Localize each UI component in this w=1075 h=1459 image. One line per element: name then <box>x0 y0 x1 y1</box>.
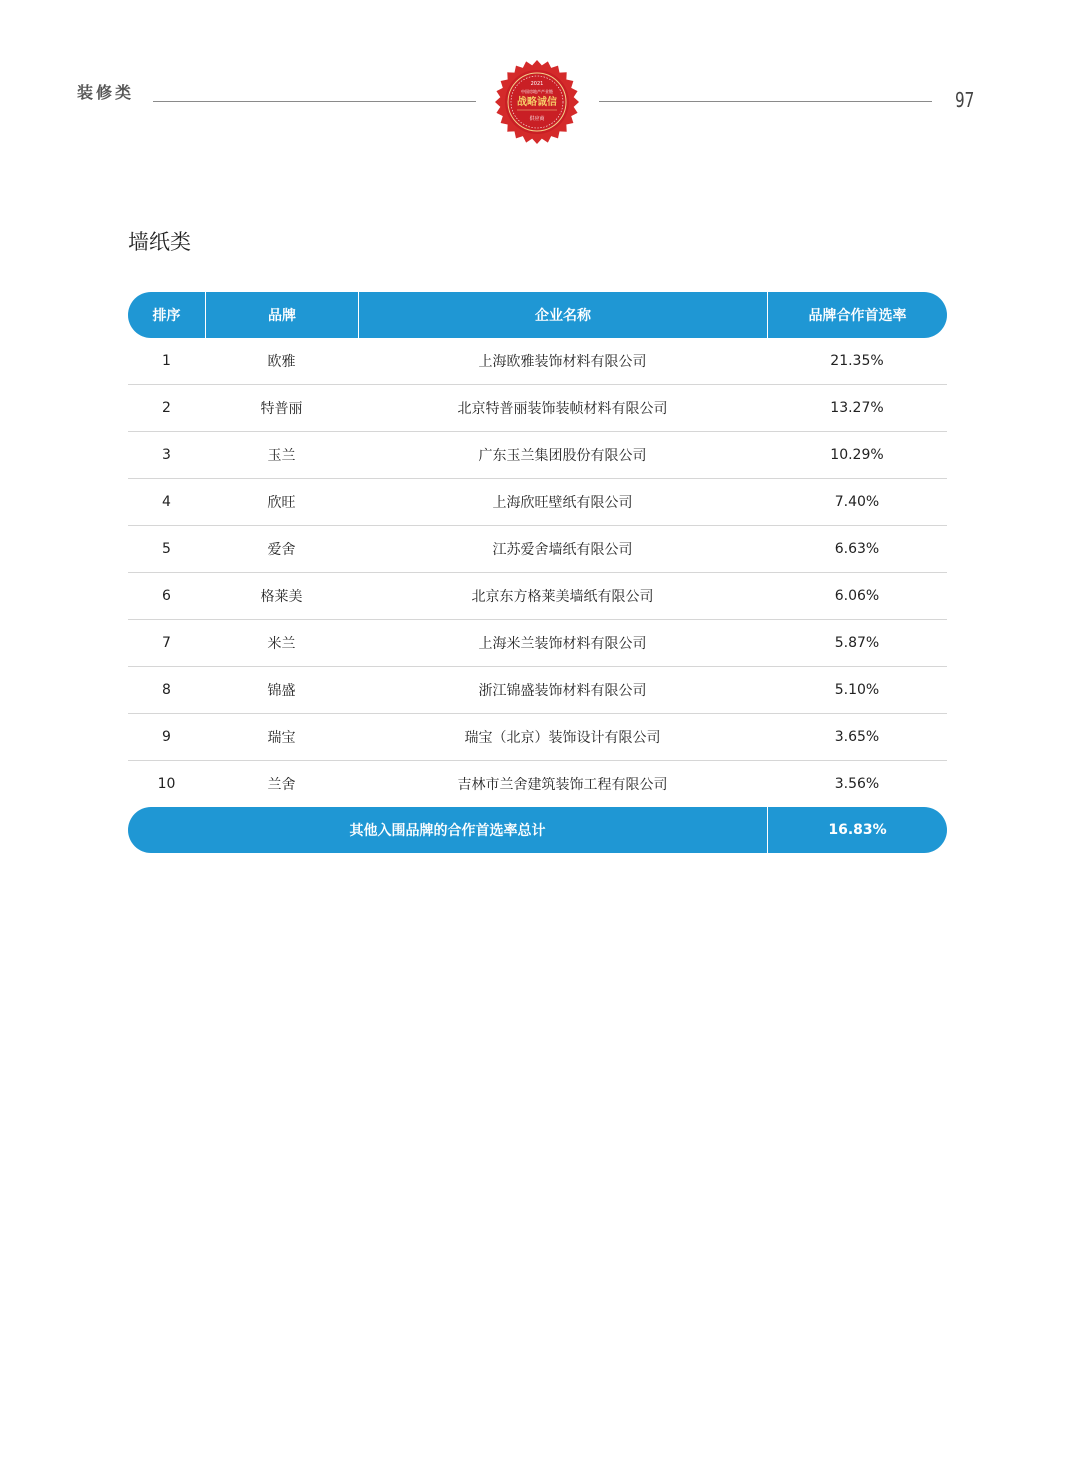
cell-rank: 7 <box>162 635 171 651</box>
cell-rate: 6.06% <box>834 588 880 604</box>
seal-top-text: 中国房地产产业链 <box>521 89 553 94</box>
header-divider-left <box>153 101 476 102</box>
table-row <box>128 526 947 573</box>
cell-brand: 欣旺 <box>267 495 296 511</box>
table-row <box>128 620 947 667</box>
header-rate: 品牌合作首选率 <box>767 292 947 338</box>
cell-rank: 3 <box>162 447 171 463</box>
table-row <box>128 338 947 385</box>
cell-company: 北京特普丽装饰装帧材料有限公司 <box>457 401 668 417</box>
table-row <box>128 385 947 432</box>
cell-brand: 兰舍 <box>267 777 296 793</box>
cell-rank: 8 <box>162 682 171 698</box>
ranking-table <box>128 292 947 853</box>
table-row <box>128 714 947 761</box>
cell-brand: 瑞宝 <box>267 730 296 746</box>
table-header <box>128 292 947 338</box>
footer-label: 其他入围品牌的合作首选率总计 <box>349 823 546 839</box>
cell-rank: 5 <box>162 541 171 557</box>
table-footer <box>128 807 947 853</box>
cell-company: 吉林市兰舍建筑装饰工程有限公司 <box>457 777 668 793</box>
cell-company: 上海米兰装饰材料有限公司 <box>478 636 647 652</box>
table-row <box>128 667 947 714</box>
cell-rate: 5.10% <box>834 682 880 698</box>
cell-rate: 21.35% <box>830 353 884 369</box>
cell-brand: 米兰 <box>267 636 296 652</box>
table-row <box>128 479 947 526</box>
section-title: 墙纸类 <box>128 230 191 254</box>
cell-company: 上海欣旺壁纸有限公司 <box>492 495 633 511</box>
cell-company: 北京东方格莱美墙纸有限公司 <box>471 589 654 605</box>
cell-brand: 爱舍 <box>267 542 296 558</box>
award-seal-logo <box>495 60 579 144</box>
cell-brand: 格莱美 <box>260 589 303 605</box>
cell-rank: 9 <box>162 729 171 745</box>
cell-rate: 7.40% <box>834 494 880 510</box>
category-label: 装修类 <box>77 83 135 102</box>
cell-rank: 4 <box>162 494 171 510</box>
cell-brand: 锦盛 <box>267 683 296 699</box>
cell-rate: 10.29% <box>830 447 884 463</box>
cell-brand: 欧雅 <box>267 354 296 370</box>
cell-rank: 10 <box>157 776 176 792</box>
table-row <box>128 761 947 807</box>
cell-rate: 6.63% <box>834 541 880 557</box>
cell-brand: 玉兰 <box>267 448 296 464</box>
cell-company: 上海欧雅装饰材料有限公司 <box>478 354 647 370</box>
table-row <box>128 432 947 479</box>
cell-rate: 3.56% <box>834 776 880 792</box>
seal-main-text: 战略诚信 <box>517 97 557 108</box>
cell-company: 江苏爱舍墙纸有限公司 <box>492 542 633 558</box>
footer-value: 16.83% <box>767 807 947 853</box>
cell-rate: 13.27% <box>830 400 884 416</box>
page-number: 97 <box>955 88 975 112</box>
cell-rate: 5.87% <box>834 635 880 651</box>
cell-company: 瑞宝（北京）装饰设计有限公司 <box>464 730 661 746</box>
seal-bottom-text: 供应商 <box>529 116 545 122</box>
cell-rank: 2 <box>162 400 171 416</box>
header-divider-right <box>599 101 932 102</box>
cell-brand: 特普丽 <box>260 401 303 417</box>
cell-rank: 1 <box>162 353 171 369</box>
cell-company: 广东玉兰集团股份有限公司 <box>478 448 647 464</box>
table-body <box>128 338 947 807</box>
cell-company: 浙江锦盛装饰材料有限公司 <box>478 683 647 699</box>
header-rank: 排序 <box>152 308 181 324</box>
table-row <box>128 573 947 620</box>
seal-year: 2021 <box>530 81 544 87</box>
cell-rate: 3.65% <box>834 729 880 745</box>
header-company: 企业名称 <box>358 292 767 338</box>
cell-rank: 6 <box>162 588 171 604</box>
header-brand: 品牌 <box>205 292 358 338</box>
